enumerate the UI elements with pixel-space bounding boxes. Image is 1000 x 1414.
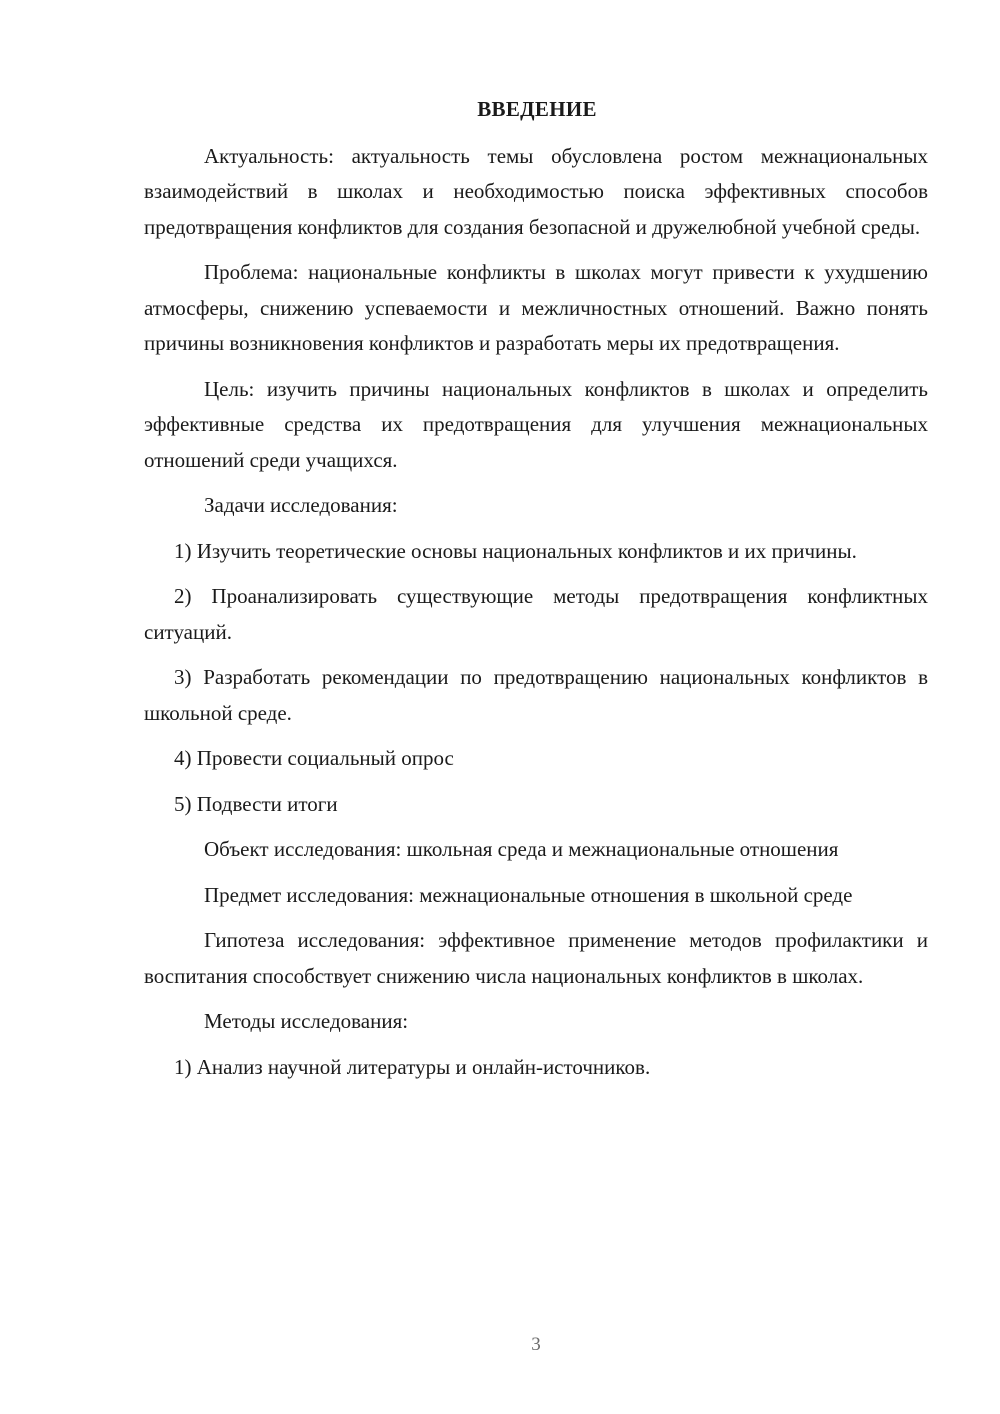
task-item: 1) Изучить теоретические основы национальных конфликтов и их причины. [174, 538, 857, 563]
methods-heading: Методы исследования: [204, 1009, 409, 1033]
page-title: ВВЕДЕНИЕ [477, 97, 597, 121]
page-number: 3 [531, 1334, 541, 1355]
tasks-heading: Задачи исследования: [204, 493, 398, 517]
problem-paragraph: Проблема: национальные конфликты в школах могут привести к ухудшению атмосферы, снижению успеваемости и межличностных отношений. Важно понять причины возникновения конфликтов и разработать меры их предотвращения. [144, 260, 928, 355]
document-page [144, 92, 928, 1095]
task-item: 4) Провести социальный опрос [174, 746, 454, 770]
object-paragraph: Объект исследования: школьная среда и межнациональные отношения [204, 837, 839, 861]
subject-paragraph: Предмет исследования: межнациональные отношения в школьной среде [204, 882, 853, 907]
relevance-paragraph: Актуальность: актуальность темы обусловлена ростом межнациональных взаимодействий в школах и необходимостью поиска эффективных способов предотвращения конфликтов для создания безопасной и дружелюбной учебной среды. [144, 143, 928, 239]
task-item: 3) Разработать рекомендации по предотвращению национальных конфликтов в школьной среде. [144, 665, 928, 725]
task-item: 2) Проанализировать существующие методы предотвращения конфликтных ситуаций. [144, 584, 928, 644]
task-item: 5) Подвести итоги [174, 791, 338, 816]
hypothesis-paragraph: Гипотеза исследования: эффективное применение методов профилактики и воспитания способствует снижению числа национальных конфликтов в школах. [144, 928, 928, 988]
method-item: 1) Анализ научной литературы и онлайн-источников. [174, 1054, 651, 1079]
goal-paragraph: Цель: изучить причины национальных конфликтов в школах и определить эффективные средства их предотвращения для улучшения межнациональных отношений среди учащихся. [144, 376, 928, 472]
